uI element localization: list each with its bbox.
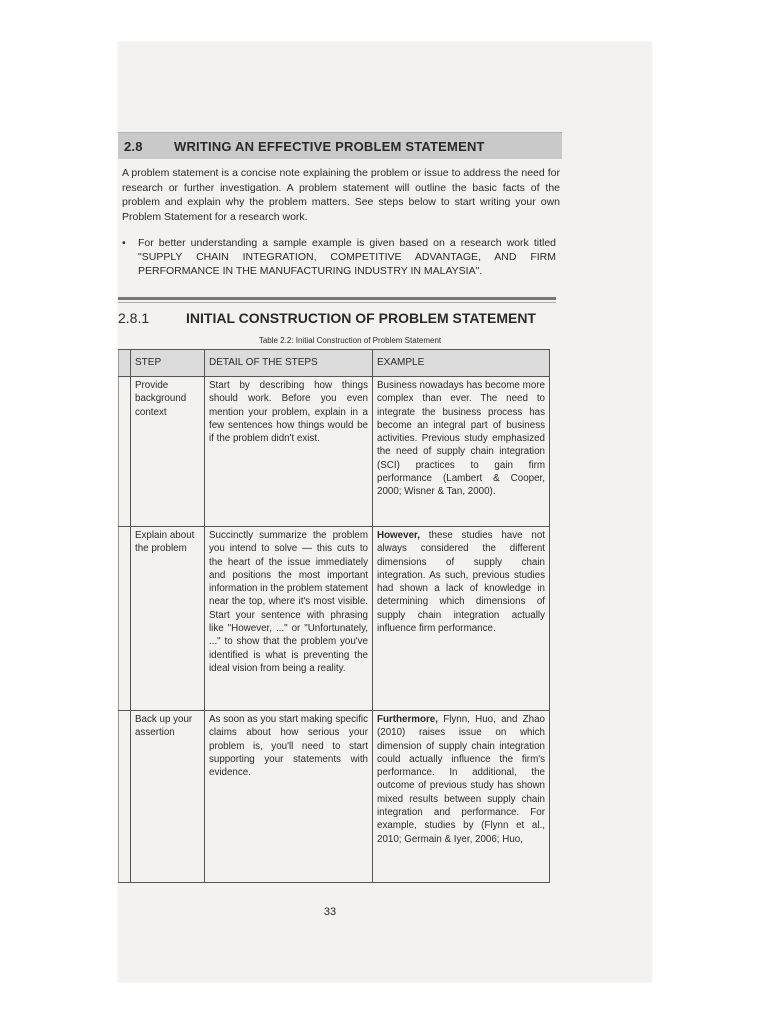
- example-cell: [373, 527, 550, 711]
- header-step: STEP: [131, 350, 205, 377]
- page-number: 33: [323, 906, 337, 918]
- subsection-title: INITIAL CONSTRUCTION OF PROBLEM STATEMENT: [186, 310, 536, 326]
- example-lead: Furthermore,: [377, 714, 438, 725]
- detail-cell: Succinctly summarize the problem you intend to solve — this cuts to the heart of the issue immediately and positions the most important information in the problem statement near the top, where it's most visible. Start your sentence with phrasing like "However, ..." or "Unfortunately, ..." to show that the problem you've identified is what is preventing the ideal vision from being a reality.: [205, 527, 373, 711]
- subsection-heading: [118, 310, 558, 326]
- steps-table: [118, 349, 550, 883]
- table-header-row: [119, 350, 550, 377]
- section-number: 2.8: [124, 138, 143, 154]
- table-row: [119, 527, 550, 711]
- table-lead-cell: [119, 527, 131, 711]
- section-heading: [118, 132, 562, 159]
- detail-cell: As soon as you start making specific claims about how serious your problem is, you'll need to start supporting your statements with evidence.: [205, 711, 373, 883]
- bullet-item: [122, 236, 556, 278]
- table-lead-cell: [119, 711, 131, 883]
- header-detail: DETAIL OF THE STEPS: [205, 350, 373, 377]
- detail-cell: Start by describing how things should work. Before you even mention your problem, explain in a few sentences how things would be if the problem didn't exist.: [205, 377, 373, 527]
- table-caption: Table 2.2: Initial Construction of Problem Statement: [258, 336, 442, 345]
- example-text: these studies have not always considered the different dimensions of supply chain integration. As such, previous studies had shown a lack of knowledge in determining which dimensions of supply chain integration actually influence firm performance.: [377, 530, 545, 635]
- bullet-text: For better understanding a sample example is given based on a research work titled "SUPPLY CHAIN INTEGRATION, COMPETITIVE ADVANTAGE, AND FIRM PERFORMANCE IN THE MANUFACTURING INDUSTRY IN MALAYSIA".: [138, 237, 556, 277]
- header-example: EXAMPLE: [373, 350, 550, 377]
- section-title: WRITING AN EFFECTIVE PROBLEM STATEMENT: [174, 138, 485, 154]
- table-lead-cell: [119, 350, 131, 377]
- table-row: [119, 377, 550, 527]
- subsection-number: 2.8.1: [118, 310, 150, 326]
- table-lead-cell: [119, 377, 131, 527]
- table-row: [119, 711, 550, 883]
- step-cell: Explain about the problem: [131, 527, 205, 711]
- example-cell: Business nowadays has become more complex than ever. The need to integrate the business process has become an integral part of business activities. Previous study emphasized the need of supply chain integration (SCI) practices to gain firm performance (Lambert & Cooper, 2000; Wisner & Tan, 2000).: [373, 377, 550, 527]
- step-cell: Back up your assertion: [131, 711, 205, 883]
- divider-thick: [118, 297, 556, 300]
- bullet-dot-icon: •: [122, 237, 126, 249]
- example-lead: However,: [377, 530, 421, 541]
- example-cell: [373, 711, 550, 883]
- intro-paragraph: A problem statement is a concise note explaining the problem or issue to address the need for research or further investigation. A problem statement will outline the basic facts of the problem and explain why the problem matters. See steps below to start writing your own Problem Statement for a research work.: [122, 167, 560, 223]
- step-cell: Provide background context: [131, 377, 205, 527]
- divider-thin: [118, 302, 556, 303]
- example-text: Flynn, Huo, and Zhao (2010) raises issue on which dimension of supply chain integration could actually influence the firm's performance. In additional, the outcome of previous study has shown mixed results between supply chain integration and performance. For example, studies by (Flynn et al., 2010; Germain & Iyer, 2006; Huo,: [377, 714, 545, 845]
